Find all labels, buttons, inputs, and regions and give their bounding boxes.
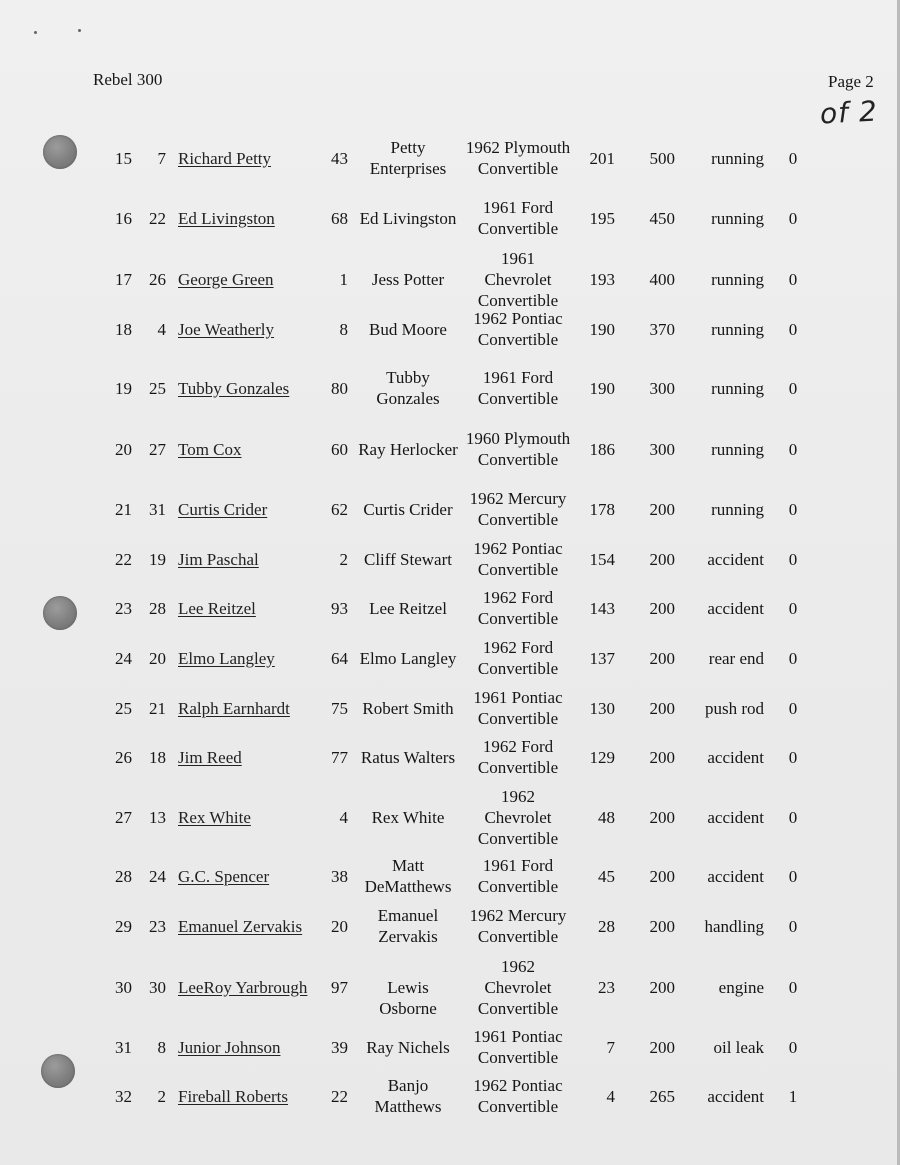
laps-completed: 45 — [598, 866, 615, 886]
prize-money: 200 — [649, 747, 675, 767]
start-position: 19 — [149, 549, 166, 569]
laps-led: 0 — [788, 598, 798, 618]
laps-led: 0 — [788, 378, 798, 398]
car-make: 1962 Ford Convertible — [477, 588, 559, 628]
car-number: 93 — [331, 598, 348, 618]
start-position: 28 — [149, 598, 166, 618]
laps-completed: 154 — [589, 549, 615, 569]
driver-link[interactable]: Richard Petty — [178, 148, 272, 168]
finish-position: 20 — [115, 439, 132, 459]
driver-link[interactable]: Ralph Earnhardt — [178, 698, 290, 718]
prize-money: 200 — [649, 866, 675, 886]
laps-completed: 186 — [589, 439, 615, 459]
finish-position: 19 — [115, 378, 132, 398]
car-number: 22 — [331, 1086, 348, 1106]
finish-status: running — [711, 378, 764, 398]
car-number: 4 — [339, 807, 348, 827]
driver-link[interactable]: Tubby Gonzales — [178, 378, 290, 398]
car-number: 68 — [331, 208, 348, 228]
driver-link[interactable]: Jim Reed — [178, 747, 242, 767]
car-owner: Elmo Langley — [359, 648, 457, 668]
car-owner: Bud Moore — [369, 319, 447, 339]
laps-led: 0 — [788, 1037, 798, 1057]
laps-completed: 193 — [589, 269, 615, 289]
punch-hole — [43, 596, 77, 630]
car-make: 1962 Mercury Convertible — [469, 489, 567, 529]
car-owner: Rex White — [371, 807, 445, 827]
finish-position: 23 — [115, 598, 132, 618]
prize-money: 370 — [649, 319, 675, 339]
car-make: 1962 Pontiac Convertible — [473, 539, 563, 579]
laps-led: 0 — [788, 916, 798, 936]
car-owner: Emanuel Zervakis — [377, 906, 439, 946]
car-make: 1962 Chevrolet Convertible — [477, 786, 559, 848]
finish-position: 25 — [115, 698, 132, 718]
driver-link[interactable]: Joe Weatherly — [178, 319, 275, 339]
car-number: 97 — [331, 977, 348, 997]
prize-money: 200 — [649, 549, 675, 569]
finish-position: 16 — [115, 208, 132, 228]
finish-status: accident — [707, 866, 764, 886]
car-owner: Jess Potter — [371, 269, 445, 289]
start-position: 22 — [149, 208, 166, 228]
finish-status: accident — [707, 1086, 764, 1106]
finish-position: 22 — [115, 549, 132, 569]
start-position: 27 — [149, 439, 166, 459]
car-owner: Curtis Crider — [363, 499, 453, 519]
car-make: 1961 Chevrolet Convertible — [477, 248, 559, 310]
car-owner: Ray Herlocker — [358, 439, 458, 459]
car-make: 1961 Pontiac Convertible — [473, 688, 563, 728]
finish-status: running — [711, 439, 764, 459]
finish-position: 31 — [115, 1037, 132, 1057]
finish-position: 18 — [115, 319, 132, 339]
finish-position: 15 — [115, 148, 132, 168]
laps-completed: 48 — [598, 807, 615, 827]
finish-position: 29 — [115, 916, 132, 936]
car-owner: Matt DeMatthews — [364, 856, 452, 896]
laps-completed: 143 — [589, 598, 615, 618]
driver-link[interactable]: George Green — [178, 269, 274, 289]
finish-position: 32 — [115, 1086, 132, 1106]
car-make: 1962 Ford Convertible — [477, 638, 559, 678]
car-number: 60 — [331, 439, 348, 459]
car-number: 77 — [331, 747, 348, 767]
laps-completed: 190 — [589, 319, 615, 339]
car-number: 43 — [331, 148, 348, 168]
prize-money: 450 — [649, 208, 675, 228]
car-number: 39 — [331, 1037, 348, 1057]
car-owner: Ratus Walters — [360, 747, 456, 767]
car-owner: Ed Livingston — [359, 208, 457, 228]
laps-led: 0 — [788, 866, 798, 886]
start-position: 25 — [149, 378, 166, 398]
car-make: 1962 Pontiac Convertible — [473, 1076, 563, 1116]
driver-link[interactable]: Rex White — [178, 807, 251, 827]
finish-status: running — [711, 499, 764, 519]
finish-position: 30 — [115, 977, 132, 997]
prize-money: 200 — [649, 499, 675, 519]
start-position: 13 — [149, 807, 166, 827]
driver-link[interactable]: Fireball Roberts — [178, 1086, 289, 1106]
start-position: 18 — [149, 747, 166, 767]
laps-led: 0 — [788, 977, 798, 997]
prize-money: 200 — [649, 648, 675, 668]
car-owner: Tubby Gonzales — [376, 368, 440, 408]
car-make: 1961 Ford Convertible — [477, 856, 559, 896]
car-make: 1962 Ford Convertible — [477, 737, 559, 777]
car-owner: Petty Enterprises — [369, 138, 447, 178]
start-position: 20 — [149, 648, 166, 668]
laps-led: 0 — [788, 208, 798, 228]
car-owner: Cliff Stewart — [364, 549, 452, 569]
start-position: 23 — [149, 916, 166, 936]
prize-money: 200 — [649, 977, 675, 997]
finish-status: oil leak — [713, 1037, 764, 1057]
finish-position: 21 — [115, 499, 132, 519]
car-number: 80 — [331, 378, 348, 398]
laps-completed: 7 — [606, 1037, 615, 1057]
driver-link[interactable]: Ed Livingston — [178, 208, 275, 228]
laps-led: 0 — [788, 269, 798, 289]
start-position: 8 — [157, 1037, 166, 1057]
car-number: 1 — [339, 269, 348, 289]
punch-hole — [41, 1054, 75, 1088]
laps-led: 0 — [788, 698, 798, 718]
driver-link[interactable]: Tom Cox — [178, 439, 242, 459]
finish-status: handling — [704, 916, 764, 936]
finish-status: running — [711, 269, 764, 289]
laps-completed: 130 — [589, 698, 615, 718]
start-position: 7 — [157, 148, 166, 168]
scan-specks — [30, 28, 90, 38]
finish-status: accident — [707, 807, 764, 827]
car-owner: Lee Reitzel — [369, 598, 447, 618]
prize-money: 265 — [649, 1086, 675, 1106]
car-number: 38 — [331, 866, 348, 886]
laps-led: 1 — [788, 1086, 798, 1106]
car-number: 8 — [339, 319, 348, 339]
laps-led: 0 — [788, 807, 798, 827]
car-make: 1962 Plymouth Convertible — [465, 138, 571, 178]
laps-completed: 23 — [598, 977, 615, 997]
finish-status: accident — [707, 549, 764, 569]
start-position: 4 — [157, 319, 166, 339]
laps-completed: 137 — [589, 648, 615, 668]
driver-link[interactable]: Emanuel Zervakis — [178, 916, 303, 936]
finish-position: 17 — [115, 269, 132, 289]
driver-link[interactable]: Elmo Langley — [178, 648, 275, 668]
finish-status: accident — [707, 598, 764, 618]
start-position: 24 — [149, 866, 166, 886]
laps-led: 0 — [788, 499, 798, 519]
car-owner: Robert Smith — [362, 698, 454, 718]
car-owner: Lewis Osborne — [379, 977, 437, 1018]
prize-money: 300 — [649, 439, 675, 459]
car-owner: Ray Nichels — [366, 1037, 450, 1057]
car-make: 1960 Plymouth Convertible — [465, 429, 571, 469]
laps-completed: 190 — [589, 378, 615, 398]
prize-money: 500 — [649, 148, 675, 168]
car-make: 1962 Pontiac Convertible — [473, 309, 563, 349]
car-owner: Banjo Matthews — [374, 1076, 442, 1116]
finish-status: running — [711, 148, 764, 168]
driver-link[interactable]: G.C. Spencer — [178, 866, 270, 886]
handwritten-note: of 2 — [819, 94, 879, 131]
driver-link[interactable]: Junior Johnson — [178, 1037, 281, 1057]
finish-status: rear end — [708, 648, 764, 668]
prize-money: 200 — [649, 598, 675, 618]
car-make: 1961 Ford Convertible — [477, 368, 559, 408]
car-number: 2 — [339, 549, 348, 569]
car-make: 1962 Mercury Convertible — [469, 906, 567, 946]
laps-led: 0 — [788, 319, 798, 339]
car-number: 75 — [331, 698, 348, 718]
punch-hole — [43, 135, 77, 169]
car-make: 1961 Ford Convertible — [477, 198, 559, 238]
driver-link[interactable]: Lee Reitzel — [178, 598, 256, 618]
car-number: 20 — [331, 916, 348, 936]
laps-led: 0 — [788, 747, 798, 767]
laps-completed: 28 — [598, 916, 615, 936]
laps-completed: 195 — [589, 208, 615, 228]
start-position: 30 — [149, 977, 166, 997]
car-make: 1962 Chevrolet Convertible — [477, 956, 559, 1018]
laps-completed: 4 — [606, 1086, 615, 1106]
document-title: Rebel 300 — [93, 70, 163, 89]
start-position: 26 — [149, 269, 166, 289]
finish-position: 28 — [115, 866, 132, 886]
finish-position: 26 — [115, 747, 132, 767]
laps-completed: 201 — [589, 148, 615, 168]
laps-led: 0 — [788, 648, 798, 668]
finish-status: push rod — [704, 698, 764, 718]
finish-position: 27 — [115, 807, 132, 827]
car-make: 1961 Pontiac Convertible — [473, 1027, 563, 1067]
start-position: 31 — [149, 499, 166, 519]
driver-link[interactable]: LeeRoy Yarbrough — [178, 977, 308, 997]
page-number: Page 2 — [828, 72, 874, 91]
prize-money: 400 — [649, 269, 675, 289]
start-position: 21 — [149, 698, 166, 718]
prize-money: 300 — [649, 378, 675, 398]
prize-money: 200 — [649, 698, 675, 718]
finish-position: 24 — [115, 648, 132, 668]
car-number: 64 — [331, 648, 348, 668]
finish-status: engine — [718, 977, 764, 997]
prize-money: 200 — [649, 807, 675, 827]
start-position: 2 — [157, 1086, 166, 1106]
finish-status: running — [711, 208, 764, 228]
driver-link[interactable]: Jim Paschal — [178, 549, 259, 569]
laps-completed: 129 — [589, 747, 615, 767]
finish-status: running — [711, 319, 764, 339]
finish-status: accident — [707, 747, 764, 767]
car-number: 62 — [331, 499, 348, 519]
laps-led: 0 — [788, 439, 798, 459]
laps-completed: 178 — [589, 499, 615, 519]
prize-money: 200 — [649, 916, 675, 936]
laps-led: 0 — [788, 148, 798, 168]
prize-money: 200 — [649, 1037, 675, 1057]
driver-link[interactable]: Curtis Crider — [178, 499, 268, 519]
laps-led: 0 — [788, 549, 798, 569]
